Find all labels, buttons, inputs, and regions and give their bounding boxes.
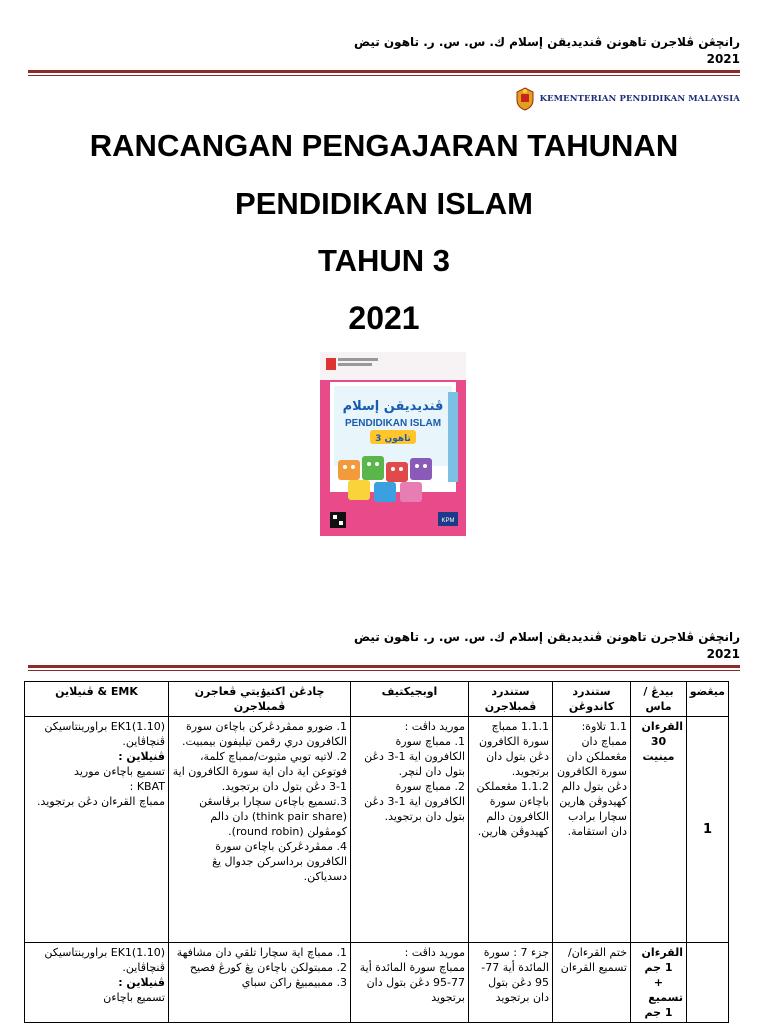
header-standard-content: ستندرد كاندوڠن bbox=[553, 682, 631, 717]
header-standard-learning: ستندرد ڤمبلاجرن bbox=[469, 682, 553, 717]
standard-content-cell: ختم القرءان/ تسميع القرءان bbox=[553, 943, 631, 1023]
emk-cell: EK1(1.10) براورينتاسيكن ڤنچاڤاين. ڤنيلاين : تسميع باچاءن bbox=[25, 943, 169, 1023]
page-header bbox=[260, 34, 740, 68]
cover-publisher-badge: KPM bbox=[441, 518, 455, 524]
activities-cell: 1. ضورو ممڤردڠركن باچاءن سورة الكافرون دري رقمن تيليفون بيمبيت. 2. لاتيه توبي مثبوت/ممباچ كلمة، فوتوعن اية دان اية سورة الكافرون اية 1-3 دڠن بتول دان برتجويد. 3.تسميع باچاءن سچارا برڤاسڠن (think pair share) دان دالم كومڤولن (round robin). 4. ممڤردڠركن باچاءن سورة الكافرون برداسركن جدوال يڠ دسدياكن. bbox=[169, 717, 351, 943]
objective-cell: موريد داڤت : 1. ممباچ سورة الكافرون اية 1-3 دڠن بتول دان لنچر. 2. ممباچ سورة الكافرون اية 1-3 دڠن بتول دان برتجويد. bbox=[351, 717, 469, 943]
ministry-logo-block bbox=[514, 86, 740, 112]
page2-header-rule bbox=[28, 665, 740, 668]
header-school-line: رانچڠن ڤلاجرن تاهونن ڤنديديقن إسلام ك. س. س. ر. تاهون تيض bbox=[353, 35, 740, 49]
header-objective: اوبجيكتيف bbox=[351, 682, 469, 717]
page2-header-school-line: رانچڠن ڤلاجرن تاهونن ڤنديديقن إسلام ك. س. س. ر. تاهون تيض bbox=[353, 630, 740, 644]
ministry-name: KEMENTERIAN PENDIDIKAN MALAYSIA bbox=[539, 94, 740, 104]
table-row bbox=[25, 717, 729, 943]
cover-latin-title: PENDIDIKAN ISLAM bbox=[344, 418, 442, 429]
header-emk: EMK & ڤنيلاين bbox=[25, 682, 169, 717]
doc-title-year: 2021 bbox=[348, 300, 420, 336]
page2-header-year: 2021 bbox=[706, 647, 740, 661]
header-activities: چادڠن اكتيۏيتي ڤعاجرن ڤمبلاجرن bbox=[169, 682, 351, 717]
cover-arabic-title: ڤنديديقن إسلام bbox=[342, 399, 444, 414]
emk-cell: EK1(1.10) براورينتاسيكن ڤنچاڤاين. ڤنيلاين : تسميع باچاءن موريد KBAT : ممباچ القرءان دڠن برتجويد. bbox=[25, 717, 169, 943]
textbook-cover-image bbox=[320, 352, 466, 536]
activities-cell: 1. ممباچ اية سچارا تلقي دان مشافهة 2. ممبتولكن باچاءن يڠ كورڠ فصيح 3. ممبيمبيڠ راكن سباي bbox=[169, 943, 351, 1023]
cover-grade: تاهون 3 bbox=[375, 434, 411, 444]
week-number: 1 bbox=[687, 717, 729, 943]
standard-learning-cell: 1.1.1 ممباچ سورة الكافرون دڠن بتول دان برتجويد. 1.1.2 مڠعملكن باچاءن سورة الكافرون دالم كهيدوڤن هارين. bbox=[469, 717, 553, 943]
ministry-crest-icon bbox=[514, 86, 536, 112]
standard-learning-cell: جزء 7 : سورة المائدة أية 77-95 دڠن بتول دان برتجويد bbox=[469, 943, 553, 1023]
page2-header-rule-thin bbox=[28, 670, 740, 671]
header-bidang: بيدڠ / ماس bbox=[631, 682, 687, 717]
bidang-cell: القرءان 30 مينيت bbox=[631, 717, 687, 943]
standard-content-cell: 1.1 تلاوة: ممباچ دان مڠعملكن دان سورة الكافرون دڠن بتول دالم كهيدوڤن هارين سچارا برادب دان استقامة. bbox=[553, 717, 631, 943]
doc-title-line2: PENDIDIKAN ISLAM bbox=[235, 186, 533, 221]
doc-title-line1: RANCANGAN PENGAJARAN TAHUNAN bbox=[89, 128, 679, 163]
table-row bbox=[25, 943, 729, 1023]
header-year: 2021 bbox=[706, 52, 740, 66]
objective-cell: موريد داڤت : ممباچ سورة المائدة أية 77-95 دڠن بتول دان برتجويد bbox=[351, 943, 469, 1023]
page2-header bbox=[260, 629, 740, 663]
doc-title-line3: TAHUN 3 bbox=[317, 243, 451, 278]
header-week: ميڠضو bbox=[687, 682, 729, 717]
week-number bbox=[687, 943, 729, 1023]
lesson-plan-table bbox=[24, 681, 729, 1023]
table-header-row bbox=[25, 682, 729, 717]
header-rule bbox=[28, 70, 740, 73]
bidang-cell: القرءان 1 جم + تسميع 1 جم bbox=[631, 943, 687, 1023]
header-rule-thin bbox=[28, 75, 740, 76]
